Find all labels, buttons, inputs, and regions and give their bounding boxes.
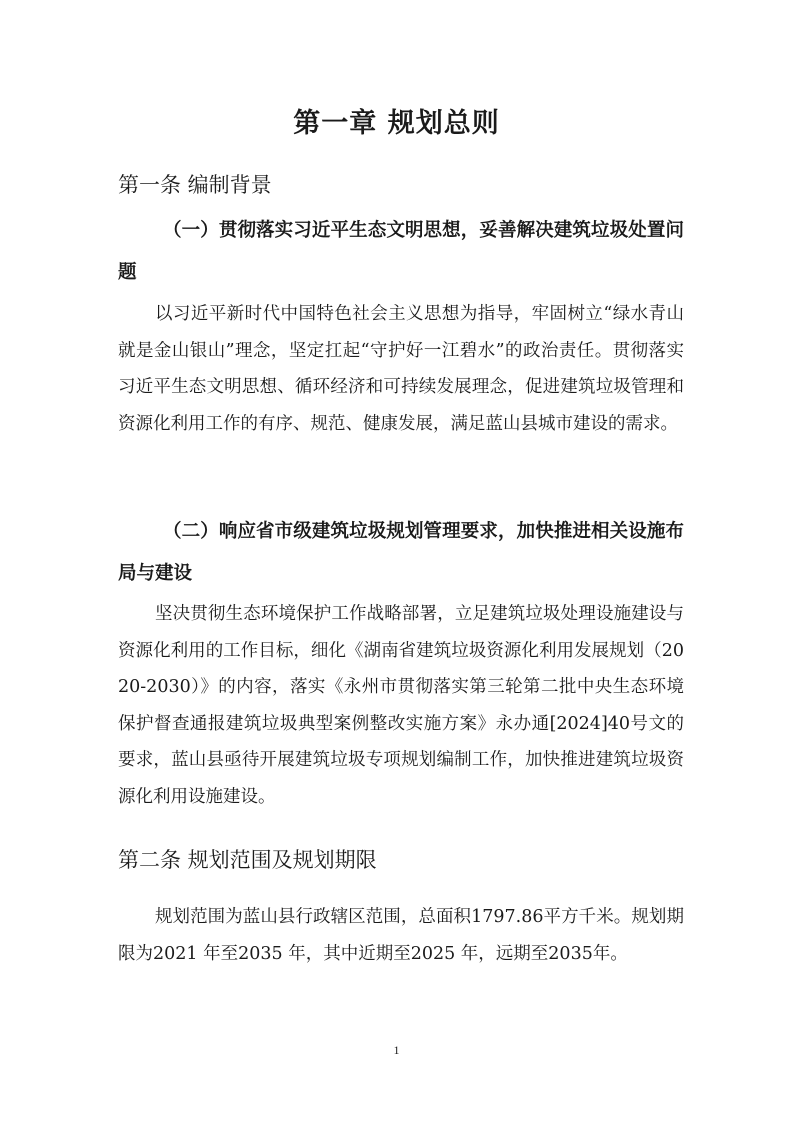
page-number: 1 [393,1043,400,1057]
paragraph-background-1: 以习近平新时代中国特色社会主义思想为指导，牢固树立“绿水青山就是金山银山”理念，坚定扛起“守护好一江碧水”的政治责任。贯彻落实习近平生态文明思想、循环经济和可持续发展理念，促进建筑垃圾管理和资源化利用工作的有序、规范、健康发展，满足蓝山县城市建设的需求。 [118,304,684,434]
chapter-title: 第一章 规划总则 [293,108,500,139]
article-heading-2: 第二条 规划范围及规划期限 [118,848,377,872]
subsection-heading-1: （一）贯彻落实习近平生态文明思想，妥善解决建筑垃圾处置问题 [118,220,684,283]
subsection-heading-2: （二）响应省市级建筑垃圾规划管理要求，加快推进相关设施布局与建设 [118,521,684,584]
article-heading-1: 第一条 编制背景 [118,173,272,197]
paragraph-background-2: 坚决贯彻生态环境保护工作战略部署，立足建筑垃圾处理设施建设与资源化利用的工作目标，细化《湖南省建筑垃圾资源化利用发展规划（2020-2030）》的内容，落实《永州市贯彻落实第三轮第二批中央生态环境保护督查通报建筑垃圾典型案例整改实施方案》永办通[2024]40号文的要求，蓝山县亟待开展建筑垃圾专项规划编制工作，加快推进建筑垃圾资源化利用设施建设。 [118,604,684,807]
paragraph-scope-period: 规划范围为蓝山县行政辖区范围，总面积1797.86平方千米。规划期限为2021 年至2035 年，其中近期至2025 年，远期至2035年。 [118,907,684,964]
